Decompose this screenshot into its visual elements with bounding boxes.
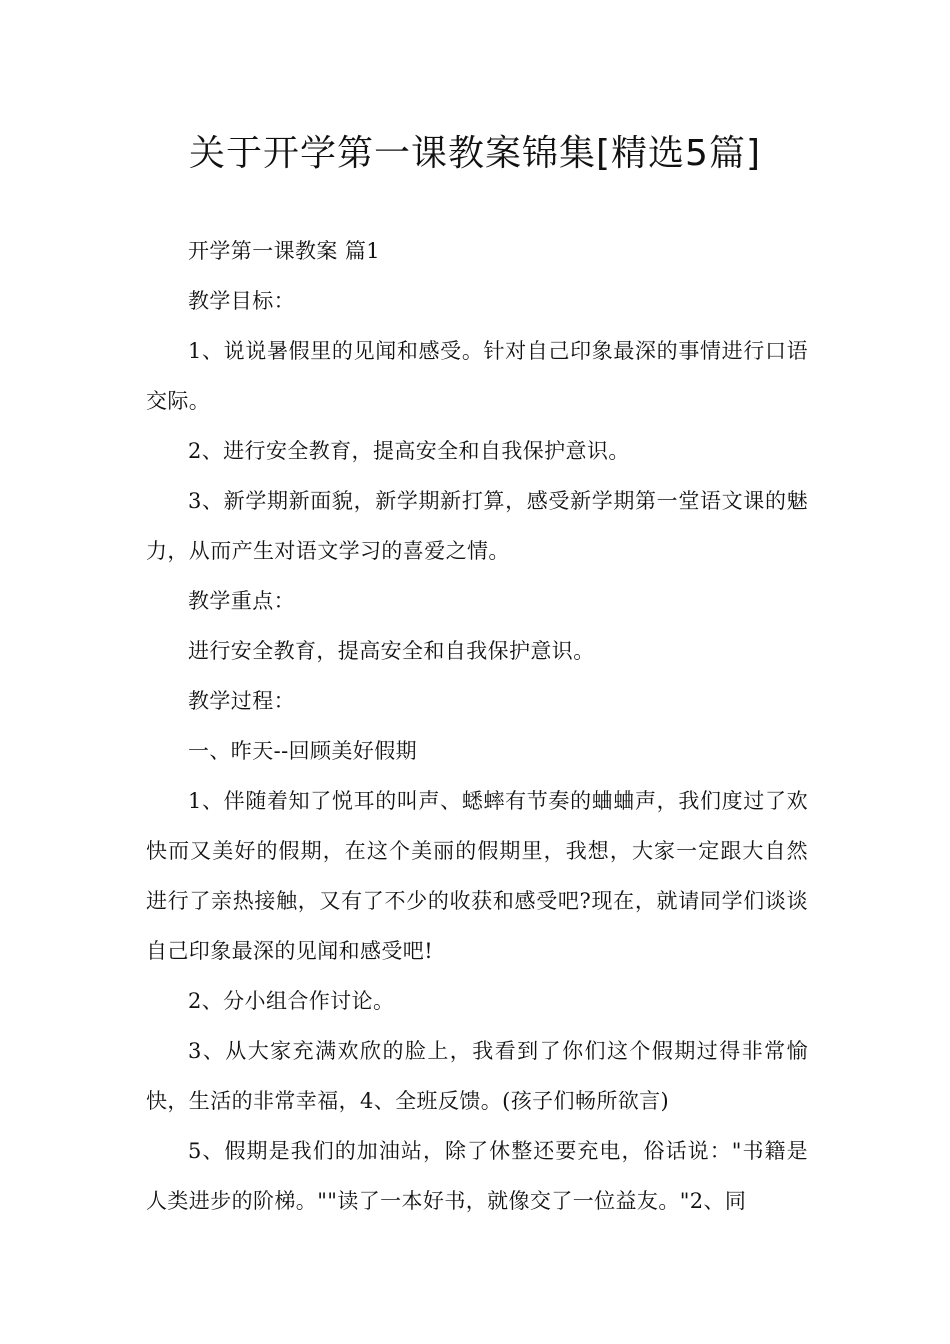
paragraph: 教学目标：: [188, 289, 295, 313]
paragraph: 教学过程：: [188, 689, 295, 713]
paragraph: 2、进行安全教育，提高安全和自我保护意识。: [188, 439, 630, 463]
paragraph: 2、分小组合作讨论。: [188, 989, 395, 1013]
paragraph: 5、假期是我们的加油站，除了休整还要充电，俗话说："书籍是人类进步的阶梯。""读了一本好书，就像交了一位益友。"2、同: [146, 1139, 808, 1213]
paragraph: 教学重点：: [188, 589, 295, 613]
paragraph: 3、从大家充满欢欣的脸上，我看到了你们这个假期过得非常愉快，生活的非常幸福，4、全班反馈。(孩子们畅所欲言): [146, 1039, 808, 1113]
paragraph: 进行安全教育，提高安全和自我保护意识。: [188, 639, 595, 663]
document-title: 关于开学第一课教案锦集[精选5篇]: [189, 133, 761, 174]
paragraph: 一、昨天--回顾美好假期: [188, 739, 417, 763]
paragraph: 1、说说暑假里的见闻和感受。针对自己印象最深的事情进行口语交际。: [146, 339, 808, 413]
paragraph: 3、新学期新面貌，新学期新打算，感受新学期第一堂语文课的魅力，从而产生对语文学习的喜爱之情。: [146, 489, 808, 563]
section-heading: 开学第一课教案 篇1: [188, 239, 381, 263]
paragraph: 1、伴随着知了悦耳的叫声、蟋蟀有节奏的蛐蛐声，我们度过了欢快而又美好的假期，在这个美丽的假期里，我想，大家一定跟大自然进行了亲热接触，又有了不少的收获和感受吧?现在，就请同学们谈谈自己印象最深的见闻和感受吧!: [146, 789, 808, 963]
document-body: [146, 226, 808, 1226]
